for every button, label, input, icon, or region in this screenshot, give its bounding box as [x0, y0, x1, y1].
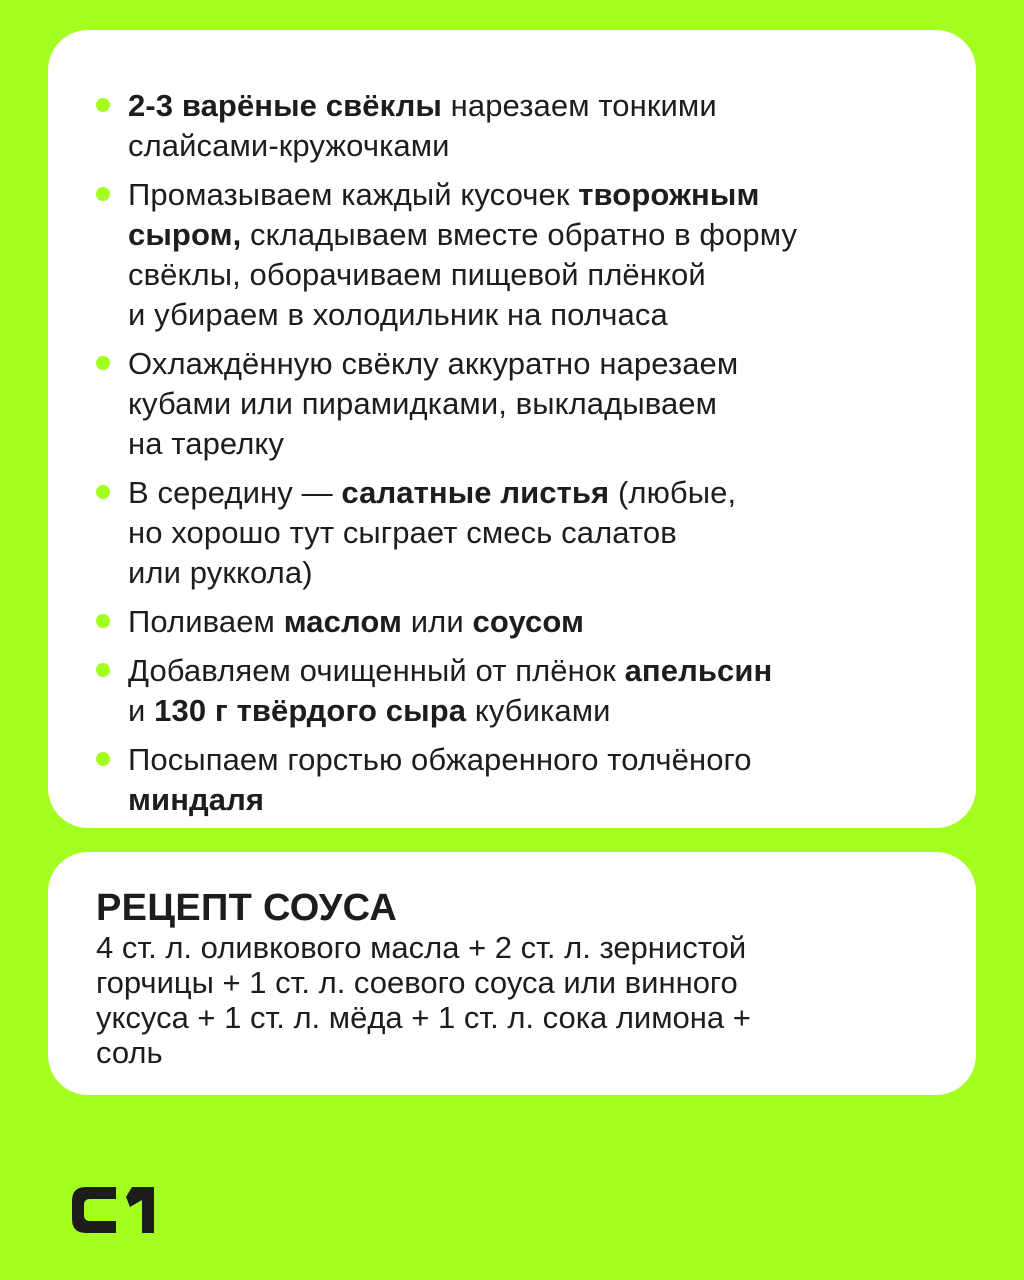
step-item — [128, 740, 916, 820]
step-text: Посыпаем горстью обжаренного толчёного — [128, 742, 752, 777]
step-highlight-text: миндаля — [128, 782, 265, 817]
step-item — [128, 602, 916, 642]
step-text: Охлаждённую свёклу аккуратно нарезаем кубами или пирамидками, выкладываем на тарелку — [128, 346, 739, 461]
step-text: складываем вместе обратно в форму свёклы, оборачиваем пищевой плёнкой и убираем в холодильник на полчаса — [128, 217, 798, 332]
sauce-card — [48, 852, 976, 1095]
step-highlight-text: маслом — [283, 604, 403, 639]
step-item — [128, 651, 916, 731]
step-item — [128, 473, 916, 593]
step-highlight-text: 130 г твёрдого сыра — [154, 693, 467, 728]
step-item — [128, 175, 916, 335]
step-highlight-text: салатные листья — [341, 475, 610, 510]
step-text: и — [128, 693, 146, 728]
step-highlight-text: соусом — [472, 604, 585, 639]
step-item — [128, 86, 916, 166]
steps-list — [128, 86, 916, 820]
step-text: или — [402, 604, 473, 639]
step-item — [128, 344, 916, 464]
step-text: Добавляем очищенный от плёнок — [128, 653, 625, 688]
step-highlight-text: творожным сыром, — [128, 177, 760, 252]
step-text: В середину — — [128, 475, 342, 510]
step-highlight-text: апельсин — [624, 653, 773, 688]
sauce-recipe-text: 4 ст. л. оливкового масла + 2 ст. л. зернистой горчицы + 1 ст. л. соевого соуса или винного уксуса + 1 ст. л. мёда + 1 ст. л. сока лимона + соль — [96, 930, 751, 1070]
step-highlight-text: 2-3 варёные свёклы — [128, 88, 442, 123]
c1-logo — [70, 1185, 170, 1235]
step-text: Промазываем каждый кусочек — [128, 177, 579, 212]
sauce-title: РЕЦЕПТ СОУСА — [96, 887, 398, 929]
steps-card — [48, 30, 976, 828]
step-text: Поливаем — [128, 604, 284, 639]
step-text: кубиками — [466, 693, 611, 728]
step-text: (любые, но хорошо тут сыграет смесь салатов или руккола) — [128, 475, 737, 590]
step-text: нарезаем тонкими слайсами-кружочками — [128, 88, 717, 163]
